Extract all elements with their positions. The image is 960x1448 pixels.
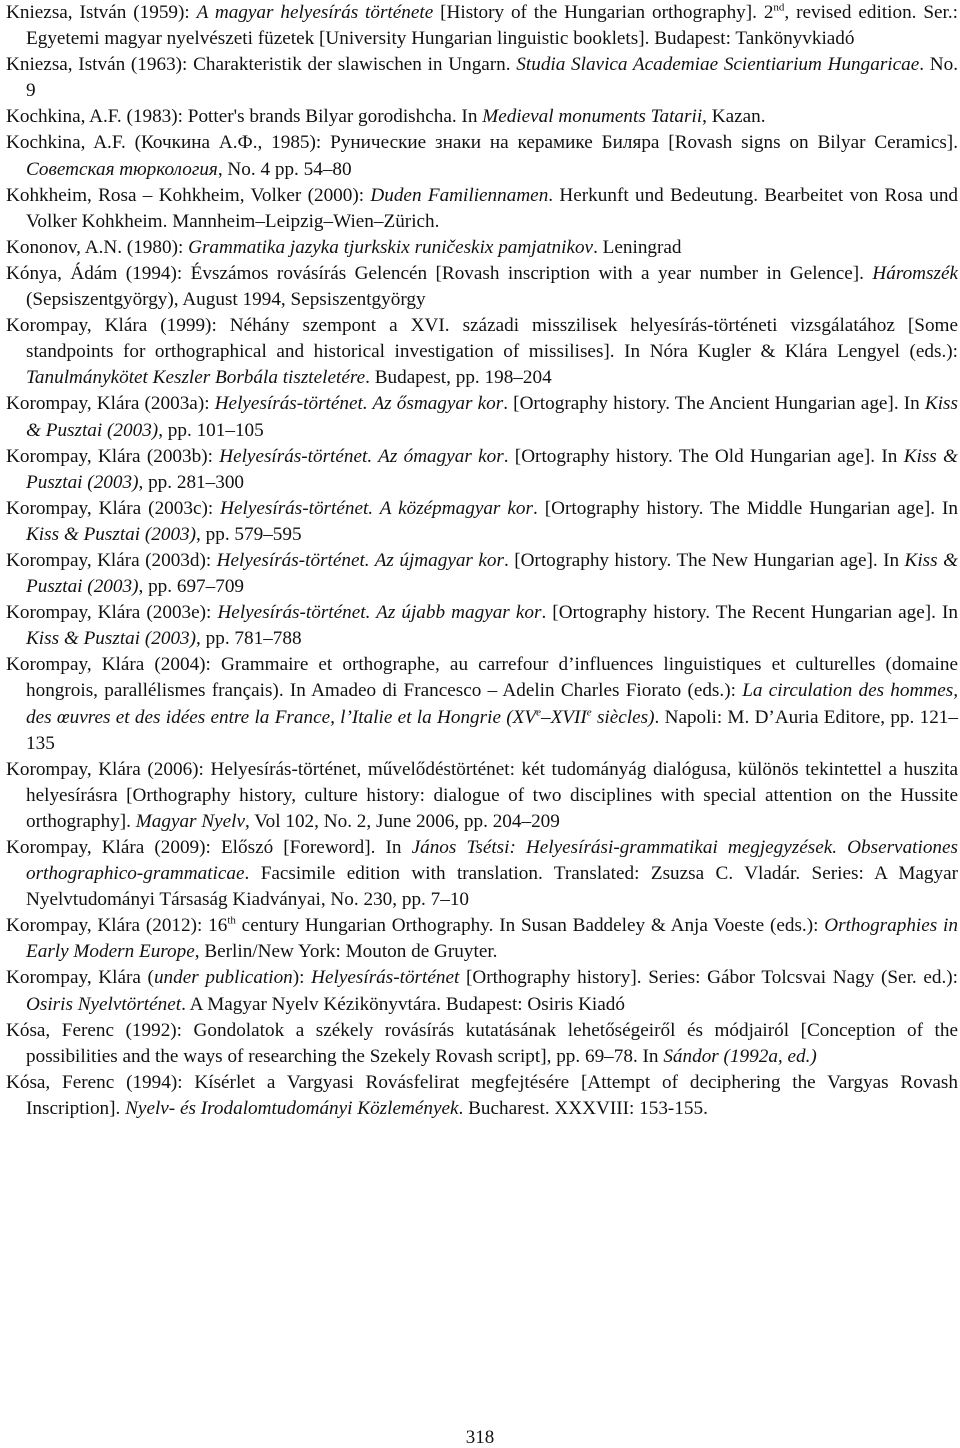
reference-entry bbox=[6, 391, 958, 443]
reference-entry bbox=[6, 913, 958, 965]
reference-text: , No. 4 pp. 54–80 bbox=[217, 158, 352, 180]
reference-text: Kohkheim, Rosa – Kohkheim, Volker (2000): bbox=[6, 184, 371, 206]
reference-text: , pp. 281–300 bbox=[138, 471, 244, 493]
reference-text: , pp. 697–709 bbox=[138, 576, 244, 598]
italic-title-text: Tanulmánykötet Keszler Borbála tiszteletére bbox=[26, 367, 366, 389]
reference-text: , Kazan. bbox=[702, 106, 766, 128]
reference-entry bbox=[6, 261, 958, 313]
reference-entry bbox=[6, 313, 958, 391]
italic-title-text: Nyelv- és Irodalomtudományi Közlemények bbox=[125, 1097, 459, 1119]
reference-text: Kniezsa, István (1963): Charakteristik der slawischen in Ungarn. bbox=[6, 54, 517, 76]
reference-entry bbox=[6, 965, 958, 1017]
reference-text: Kononov, A.N. (1980): bbox=[6, 236, 189, 258]
reference-entry bbox=[6, 835, 958, 913]
page-number: 318 bbox=[465, 1427, 495, 1448]
reference-text: . [Ortography history. The Middle Hungarian age]. In bbox=[532, 497, 958, 519]
reference-text: ): bbox=[292, 967, 312, 989]
reference-text: . [Ortography history. The Old Hungarian age]. In bbox=[503, 445, 904, 467]
reference-text: Korompay, Klára (2003c): bbox=[6, 497, 221, 519]
italic-title-text: Kiss & Pusztai (2003) bbox=[26, 523, 197, 545]
reference-text: Korompay, Klára (2012): 16 bbox=[6, 915, 228, 937]
reference-text: . [Ortography history. The Ancient Hungarian age]. In bbox=[503, 393, 925, 415]
italic-title-text: Orthographies in Early Modern Europe bbox=[26, 915, 958, 963]
italic-title-text: Magyar Nyelv bbox=[135, 810, 246, 832]
italic-title-text: Grammatika jazyka tjurkskix runičeskix pamjatnikov bbox=[188, 236, 594, 258]
italic-title-text: Medieval monuments Tatarii bbox=[482, 106, 703, 128]
reference-text: [History of the Hungarian orthography]. 2 bbox=[433, 2, 774, 23]
reference-entry bbox=[6, 235, 958, 261]
reference-entry bbox=[6, 444, 958, 496]
reference-text: . Napoli: M. D’Auria Editore, pp. 121–135 bbox=[26, 706, 958, 754]
superscript-text: nd bbox=[773, 1, 785, 14]
reference-entry bbox=[6, 600, 958, 652]
reference-text: (Sepsiszentgyörgy), August 1994, Sepsiszentgyörgy bbox=[26, 289, 426, 311]
reference-text: Kósa, Ferenc (1994): Kísérlet a Vargyasi Rovásfelirat megfejtésére [Attempt of deciphering the Vargyas Rovash Inscription]. bbox=[6, 1071, 958, 1119]
reference-text: Korompay, Klára (2003a): bbox=[6, 393, 215, 415]
reference-entry bbox=[6, 104, 958, 130]
reference-entry bbox=[6, 757, 958, 835]
reference-text: Korompay, Klára ( bbox=[6, 967, 154, 989]
italic-title-text: Kiss & Pusztai (2003) bbox=[26, 445, 958, 493]
italic-title-text: Helyesírás-történet. Az ómagyar kor bbox=[219, 445, 504, 467]
reference-text: Kochkina, A.F. (Кочкина А.Ф., 1985): Рунические знаки на керамике Биляра [Rovash signs on Bilyar Ceramics]. bbox=[6, 132, 958, 154]
reference-entry bbox=[6, 1070, 958, 1122]
reference-text: , Vol 102, No. 2, June 2006, pp. 204–209 bbox=[245, 810, 560, 832]
italic-title-text: La circulation des hommes, des œuvres et des idées entre la France, l’Italie et la Hongrie (XV bbox=[26, 680, 958, 728]
reference-text: Korompay, Klára (2003d): bbox=[6, 549, 217, 571]
reference-text: , pp. 781–788 bbox=[196, 628, 302, 650]
reference-text: Kniezsa, István (1959): bbox=[6, 2, 197, 23]
reference-text: Kochkina, A.F. (1983): Potter's brands Bilyar gorodishcha. In bbox=[6, 106, 483, 128]
italic-title-text: Kiss & Pusztai (2003) bbox=[26, 549, 958, 598]
reference-text: Korompay, Klára (2003b): bbox=[6, 445, 220, 467]
reference-text: Kónya, Ádám (1994): Évszámos rovásírás Gelencén [Rovash inscription with a year number in Gelence]. bbox=[6, 262, 873, 284]
reference-text: Kósa, Ferenc (1992): Gondolatok a székely rovásírás kutatásának lehetőségeiről és módjairól [Conception of the possibilities and the ways of researching the Szekely Rovash script], pp. 69–78. In bbox=[6, 1019, 958, 1067]
reference-text: Korompay, Klára (2006): Helyesírás-történet, művelődéstörténet: két tudományág dialógusa, különös tekintettel a huszita helyesírásra [Orthography history, culture history: dialogue of two disciplines with special attention on the Hussite orthography]. bbox=[6, 758, 958, 832]
reference-text: . [Ortography history. The Recent Hungarian age]. In bbox=[541, 602, 958, 624]
reference-text: . Bucharest. XXXVIII: 153-155. bbox=[458, 1097, 708, 1119]
superscript-text: e bbox=[536, 706, 541, 719]
reference-text: . [Ortography history. The New Hungarian age]. In bbox=[503, 549, 905, 571]
italic-title-text: János Tsétsi: Helyesírási-grammatikai megjegyzések. Observationes orthographico-grammaticae bbox=[26, 837, 958, 885]
reference-text: . A Magyar Nyelv Kézikönyvtára. Budapest: Osiris Kiadó bbox=[181, 993, 625, 1015]
italic-title-text: Helyesírás-történet. Az újmagyar kor bbox=[216, 549, 504, 571]
reference-entry bbox=[6, 130, 958, 182]
reference-entry bbox=[6, 183, 958, 235]
italic-title-text: under publication bbox=[153, 967, 293, 989]
reference-list bbox=[6, 0, 958, 1122]
reference-text: , revised edition. Ser.: Egyetemi magyar nyelvészeti füzetek [University Hungarian linguistic booklets]. Budapest: Tankönyvkiadó bbox=[26, 2, 958, 50]
reference-text: Korompay, Klára (1999): Néhány szempont a XVI. századi misszilisek helyesírás-történeti vizsgálatához [Some standpoints for orthographical and historical investigation of missilises]. In Nóra Kugler & Klára Lengyel (eds.): bbox=[6, 315, 958, 363]
italic-title-text: siècles) bbox=[591, 706, 655, 728]
italic-title-text: Helyesírás-történet. Az ősmagyar kor bbox=[214, 393, 504, 415]
italic-title-text: Osiris Nyelvtörténet bbox=[26, 993, 182, 1015]
reference-entry bbox=[6, 52, 958, 104]
italic-title-text: Duden Familiennamen bbox=[370, 184, 549, 206]
italic-title-text: Studia Slavica Academiae Scientiarium Hungaricae bbox=[516, 54, 920, 76]
reference-text: . Leningrad bbox=[593, 236, 682, 258]
reference-text: . Budapest, pp. 198–204 bbox=[365, 367, 552, 389]
reference-text: Korompay, Klára (2009): Előszó [Foreword]. In bbox=[6, 837, 412, 858]
italic-title-text: Helyesírás-történet. Az újabb magyar kor bbox=[217, 602, 542, 624]
italic-title-text: Helyesírás-történet. A középmagyar kor bbox=[220, 497, 533, 519]
reference-text: , pp. 579–595 bbox=[196, 523, 302, 545]
reference-entry bbox=[6, 652, 958, 756]
italic-title-text: –XVII bbox=[540, 706, 587, 728]
italic-title-text: Советская тюркология bbox=[26, 158, 218, 180]
reference-text: . Facsimile edition with translation. Translated: Zsuzsa C. Vladár. Series: A Magyar Nyelvtudományi Társaság Kiadványai, No. 230, pp. 7–10 bbox=[26, 863, 958, 911]
superscript-text: e bbox=[586, 706, 592, 719]
superscript-text: th bbox=[227, 914, 236, 927]
reference-entry bbox=[6, 548, 958, 600]
italic-title-text: Kiss & Pusztai (2003) bbox=[26, 393, 958, 441]
italic-title-text: Kiss & Pusztai (2003) bbox=[26, 628, 197, 650]
reference-text: . Herkunft und Bedeutung. Bearbeitet von Rosa und Volker Kohkheim. Mannheim–Leipzig–Wien–Zürich. bbox=[26, 184, 959, 232]
reference-text: [Orthography history]. Series: Gábor Tolcsvai Nagy (Ser. ed.): bbox=[459, 967, 958, 989]
reference-text: , pp. 101–105 bbox=[158, 419, 264, 441]
reference-text: Korompay, Klára (2004): Grammaire et orthographe, au carrefour d’influences linguistiques et culturelles (domaine hongrois, parallélismes français). In Amadeo di Francesco – Adelin Charles Fiorato (eds.): bbox=[6, 654, 958, 702]
italic-title-text: Háromszék bbox=[872, 262, 958, 284]
reference-entry bbox=[6, 496, 958, 548]
reference-entry bbox=[6, 0, 958, 52]
reference-text: . No. 9 bbox=[26, 54, 959, 102]
reference-text: century Hungarian Orthography. In Susan Baddeley & Anja Voeste (eds.): bbox=[235, 915, 825, 937]
italic-title-text: Sándor (1992a, ed.) bbox=[663, 1045, 817, 1067]
reference-entry bbox=[6, 1018, 958, 1070]
italic-title-text: A magyar helyesírás története bbox=[196, 2, 434, 23]
reference-text: Korompay, Klára (2003e): bbox=[6, 602, 218, 624]
reference-text: , Berlin/New York: Mouton de Gruyter. bbox=[194, 941, 498, 963]
italic-title-text: Helyesírás-történet bbox=[311, 967, 460, 989]
